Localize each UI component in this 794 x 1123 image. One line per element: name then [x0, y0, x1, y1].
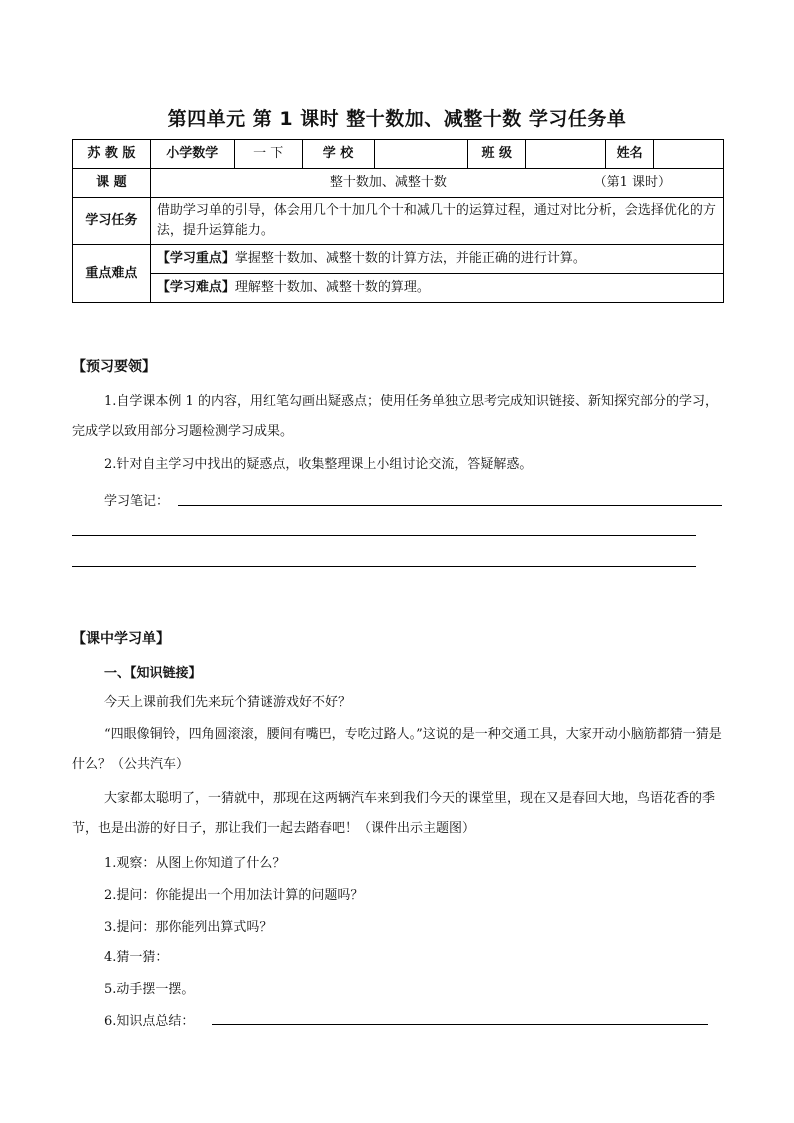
name-field[interactable] — [654, 140, 724, 169]
table-row — [73, 245, 724, 274]
task-text: 借助学习单的引导，体会用几个十加几个十和减几十的运算过程，通过对比分析，会选择优化的方法，提升运算能力。 — [150, 198, 723, 245]
lesson-heading: 【课中学习单】 — [72, 631, 170, 647]
subject-cell: 小学数学 — [150, 140, 234, 169]
class-field[interactable] — [526, 140, 606, 169]
lesson-paragraph-2: “四眼像铜铃，四角圆滚滚，腰间有嘴巴，专吃过路人。”这说的是一种交通工具，大家开动小脑筋都猜一猜是什么？（公共汽车） — [72, 727, 722, 772]
lesson-paragraph-1: 今天上课前我们先来玩个猜谜游戏好不好？ — [104, 695, 352, 710]
difficult-cell — [150, 274, 723, 303]
table-row — [73, 198, 724, 245]
class-label: 班 级 — [468, 140, 526, 169]
name-label: 姓名 — [606, 140, 654, 169]
knowledge-link-heading: 一、【知识链接】 — [104, 666, 202, 681]
table-row — [73, 140, 724, 169]
period-value: （第1 课时） — [593, 175, 671, 190]
key-point-cell — [150, 245, 723, 274]
topic-cell — [150, 169, 723, 198]
school-field[interactable] — [374, 140, 468, 169]
topic-value: 整十数加、减整十数 — [329, 175, 447, 190]
table-row — [73, 169, 724, 198]
question-1: 1.观察：从图上你知道了什么？ — [104, 856, 286, 871]
info-table — [72, 139, 724, 303]
key-label: 重点难点 — [73, 245, 151, 303]
difficult-tag: 【学习难点】 — [156, 280, 235, 295]
table-row — [73, 274, 724, 303]
topic-label: 课 题 — [73, 169, 151, 198]
page-title: 第四单元 第 1 课时 整十数加、减整十数 学习任务单 — [167, 108, 627, 130]
key-point-tag: 【学习重点】 — [156, 251, 235, 266]
grade-cell: 一 下 — [234, 140, 302, 169]
publisher-cell: 苏 教 版 — [73, 140, 151, 169]
notes-label: 学习笔记： — [104, 494, 170, 509]
question-6: 6.知识点总结： — [104, 1014, 195, 1029]
difficult-text: 理解整十数加、减整十数的算理。 — [234, 280, 430, 295]
key-point-text: 掌握整十数加、减整十数的计算方法，并能正确的进行计算。 — [234, 251, 586, 266]
notes-line[interactable] — [72, 535, 696, 536]
preview-heading: 【预习要领】 — [72, 359, 156, 375]
question-5: 5.动手摆一摆。 — [104, 982, 195, 997]
question-4: 4.猜一猜： — [104, 950, 169, 965]
preview-item-2: 2.针对自主学习中找出的疑惑点，收集整理课上小组讨论交流，答疑解惑。 — [104, 457, 533, 472]
question-2: 2.提问：你能提出一个用加法计算的问题吗？ — [104, 888, 364, 903]
question-3: 3.提问：那你能列出算式吗？ — [104, 920, 273, 935]
notes-line[interactable] — [72, 566, 696, 567]
notes-line[interactable] — [178, 505, 722, 506]
task-label: 学习任务 — [73, 198, 151, 245]
summary-line[interactable] — [212, 1024, 708, 1025]
preview-item-1: 1.自学课本例 1 的内容，用红笔勾画出疑惑点；使用任务单独立思考完成知识链接、新知探究部分的学习，完成学以致用部分习题检测学习成果。 — [72, 394, 718, 439]
school-label: 学 校 — [302, 140, 374, 169]
lesson-paragraph-3: 大家都太聪明了，一猜就中，那现在这两辆汽车来到我们今天的课堂里，现在又是春回大地，鸟语花香的季节，也是出游的好日子，那让我们一起去踏春吧！（课件出示主题图） — [72, 791, 716, 836]
